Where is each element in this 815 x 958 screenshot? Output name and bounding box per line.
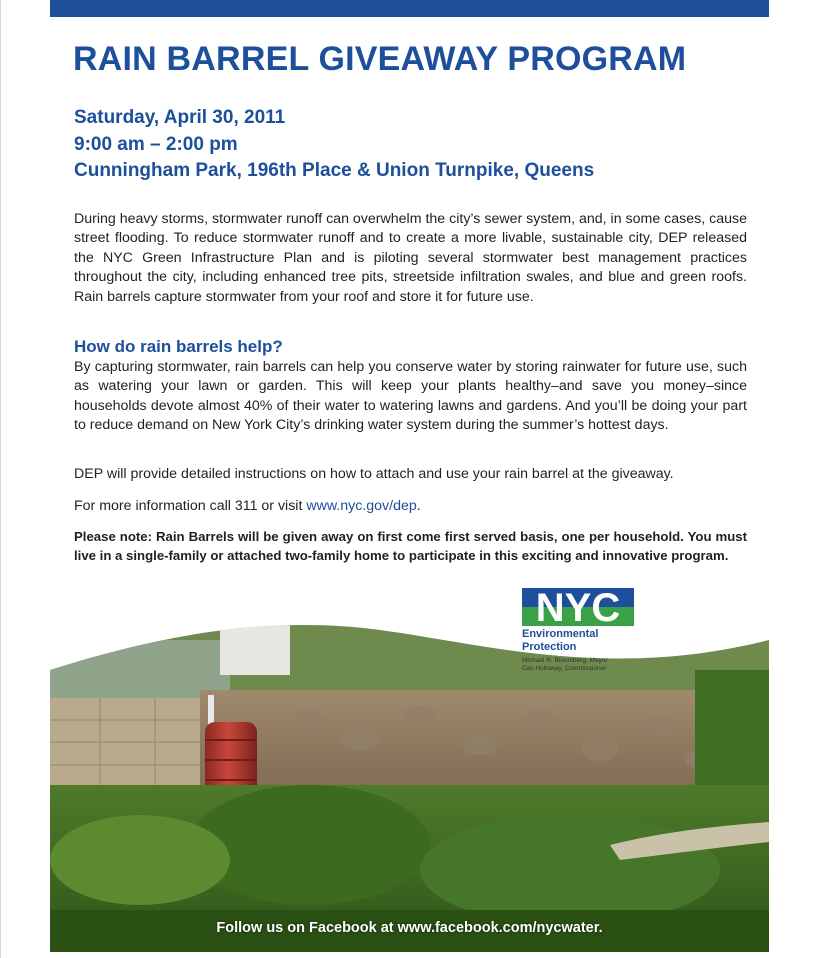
- logo-commissioner: Cas Holloway, Commissioner: [522, 665, 607, 672]
- event-location: Cunningham Park, 196th Place & Union Turnpike, Queens: [74, 160, 595, 181]
- garden-photo: [50, 610, 769, 952]
- logo-agency-name: [522, 628, 652, 654]
- facebook-footer: [50, 920, 769, 936]
- white-railing: [220, 620, 290, 675]
- logo-mayor: Michael R. Bloomberg, Mayor: [522, 657, 608, 664]
- page-left-rule: [0, 0, 1, 958]
- event-time: 9:00 am – 2:00 pm: [74, 133, 238, 155]
- info-suffix: .: [416, 498, 421, 514]
- nyc-logo-mark: NYC: [535, 588, 621, 626]
- top-color-bar: [50, 0, 769, 17]
- garden-photo-illustration: [50, 610, 769, 952]
- logo-line-2: Protection: [522, 641, 577, 653]
- logo-line-1: Environmental: [522, 628, 599, 640]
- nyc-dep-logo: [522, 588, 652, 673]
- event-date: Saturday, April 30, 2011: [74, 107, 286, 128]
- dep-website-link[interactable]: www.nyc.gov/dep: [306, 498, 417, 514]
- note-paragraph: Please note: Rain Barrels will be given away on first come first served basis, one per household. You must live in a single-family or attached two-family home to participate in this exciting and innovative program.: [74, 529, 747, 563]
- info-prefix: For more information call 311 or visit: [74, 498, 307, 514]
- nyc-logo-icon: [522, 588, 634, 626]
- intro-paragraph: During heavy storms, stormwater runoff can overwhelm the city’s sewer system, and, in some cases, cause street flooding. To reduce stormwater runoff and to create a more livable, sustainable city, DEP released the NYC Green Infrastructure Plan and is piloting several stormwater best management practices throughout the city, including enhanced tree pits, streetside infiltration swales, and blue and green roofs. Rain barrels capture stormwater from your roof and store it for future use.: [74, 211, 747, 305]
- facebook-suffix: .: [598, 920, 603, 936]
- logo-officials: [522, 657, 652, 673]
- help-heading: How do rain barrels help?: [74, 337, 283, 356]
- help-paragraph: By capturing stormwater, rain barrels can help you conserve water by storing rainwater for future use, such as watering your lawn or garden. This will keep your plants healthy–and save you money–since households devote almost 40% of their water to watering lawns and gardens. And you’ll be doing your part to reduce demand on New York City’s drinking water system during the summer’s hottest days.: [74, 359, 747, 434]
- facebook-prefix: Follow us on Facebook at: [216, 920, 398, 936]
- block-wall: [50, 698, 210, 793]
- info-paragraph: [74, 497, 747, 516]
- instructions-paragraph: DEP will provide detailed instructions on how to attach and use your rain barrel at the giveaway.: [74, 466, 674, 482]
- stone-wall: [200, 690, 720, 800]
- page-title: RAIN BARREL GIVEAWAY PROGRAM: [73, 40, 687, 78]
- event-details: [74, 105, 594, 185]
- facebook-link[interactable]: www.facebook.com/nycwater: [397, 920, 599, 936]
